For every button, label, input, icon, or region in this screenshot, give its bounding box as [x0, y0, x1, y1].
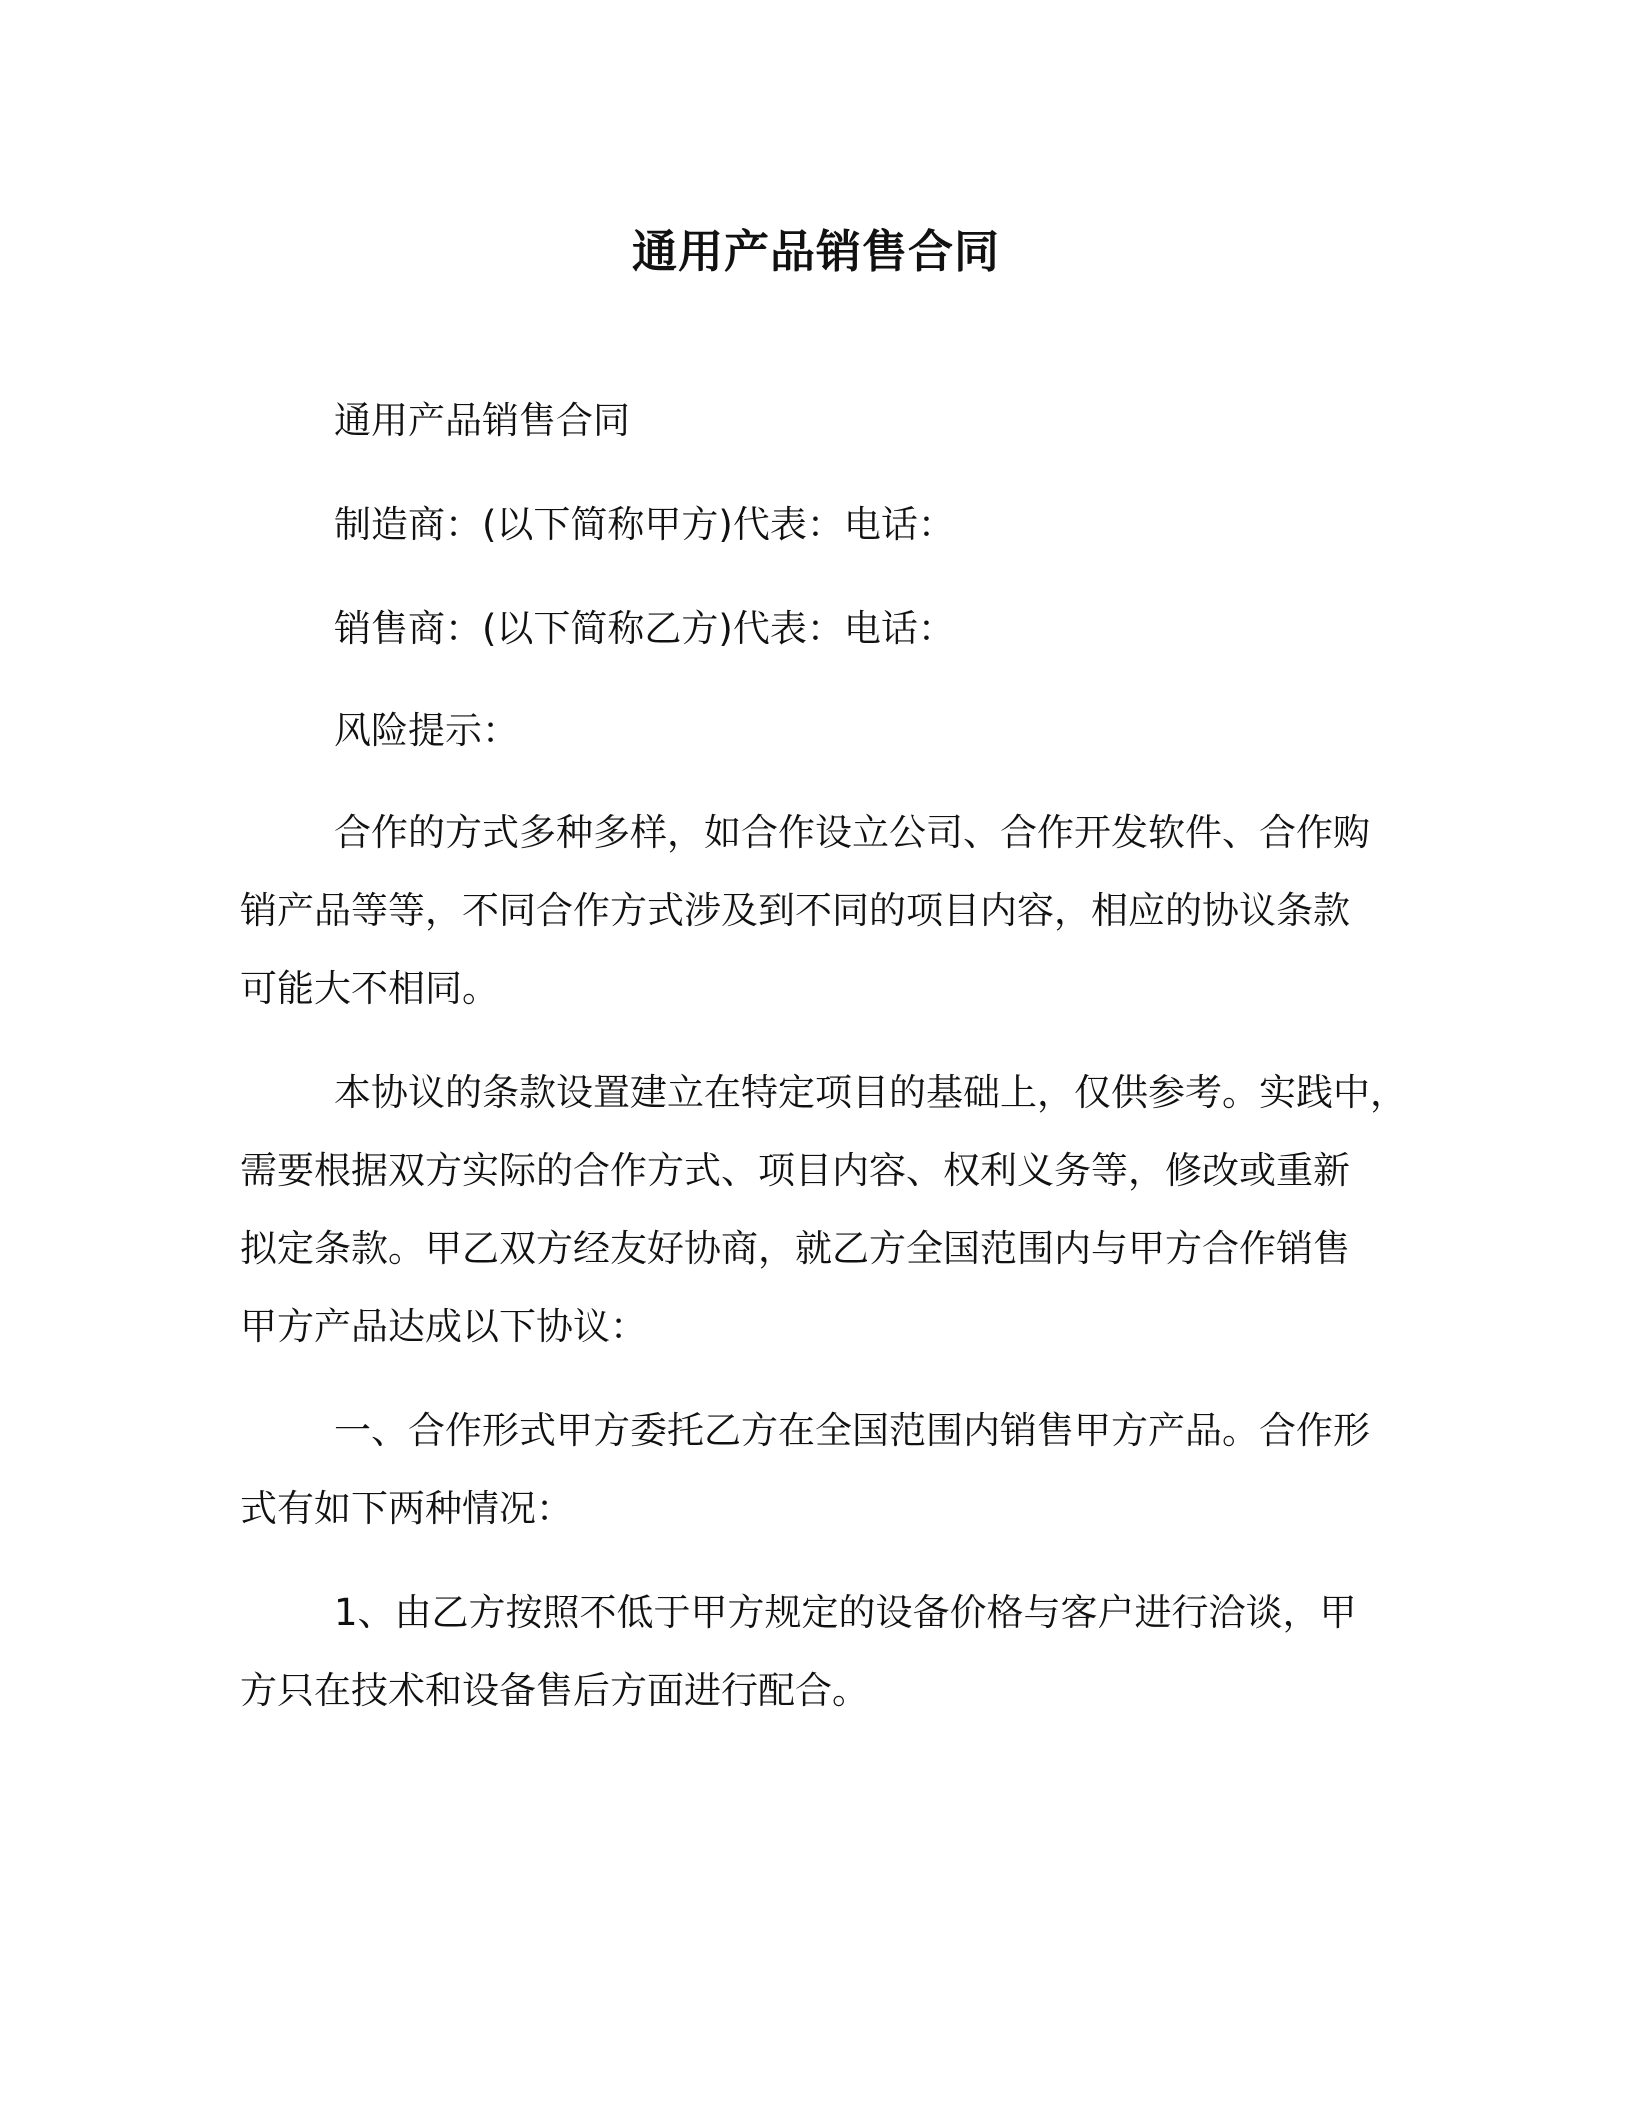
paragraph-3-line-1: 一、合作形式甲方委托乙方在全国范围内销售甲方产品。合作形 — [334, 1409, 1370, 1452]
document-title: 通用产品销售合同 — [631, 225, 1000, 278]
paragraph-2-line-3: 拟定条款。甲乙双方经友好协商，就乙方全国范围内与甲方合作销售 — [240, 1227, 1350, 1270]
paragraph-2-line-1: 本协议的条款设置建立在特定项目的基础上，仅供参考。实践中， — [334, 1071, 1407, 1114]
paragraph-1-line-3: 可能大不相同。 — [240, 967, 499, 1010]
paragraph-2-line-2: 需要根据双方实际的合作方式、项目内容、权利义务等，修改或重新 — [240, 1149, 1350, 1192]
paragraph-3-line-2: 式有如下两种情况： — [240, 1487, 573, 1530]
subtitle-line: 通用产品销售合同 — [334, 399, 630, 442]
paragraph-2-line-4: 甲方产品达成以下协议： — [240, 1305, 647, 1348]
paragraph-1-line-1: 合作的方式多种多样，如合作设立公司、合作开发软件、合作购 — [334, 811, 1370, 854]
manufacturer-line: 制造商：(以下简称甲方)代表：电话： — [334, 503, 955, 546]
paragraph-4-line-2: 方只在技术和设备售后方面进行配合。 — [240, 1669, 869, 1712]
seller-line: 销售商：(以下简称乙方)代表：电话： — [334, 607, 955, 650]
risk-heading: 风险提示： — [334, 709, 519, 752]
paragraph-4-line-1: 1、由乙方按照不低于甲方规定的设备价格与客户进行洽谈，甲 — [334, 1591, 1357, 1634]
paragraph-1-line-2: 销产品等等，不同合作方式涉及到不同的项目内容，相应的协议条款 — [240, 889, 1350, 932]
